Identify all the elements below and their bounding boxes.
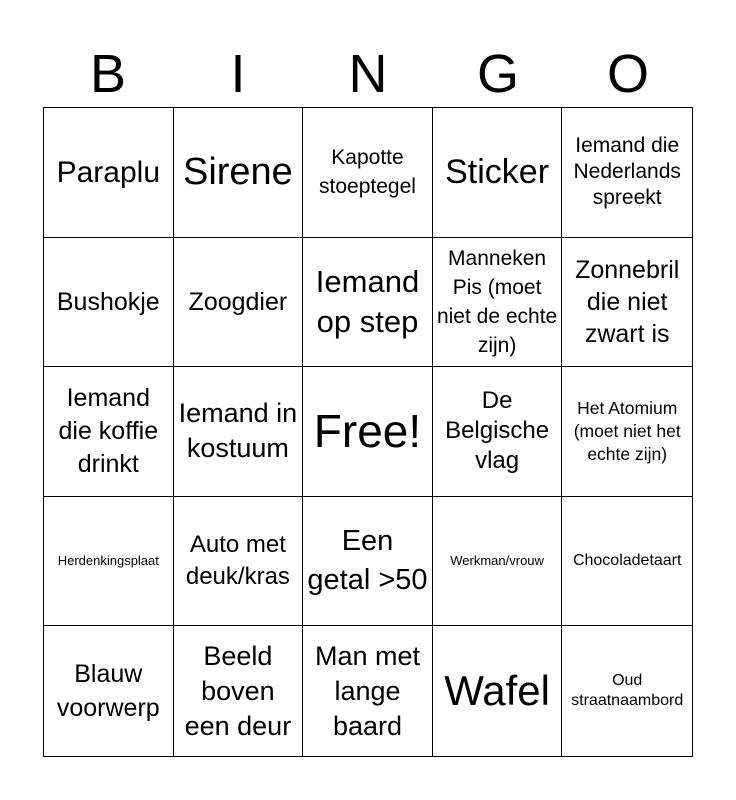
header-letter-g: G bbox=[476, 44, 519, 104]
cell-label: Chocoladetaart bbox=[572, 552, 682, 570]
bingo-header bbox=[43, 40, 693, 108]
cell-label: Kapotte stoeptegel bbox=[319, 146, 416, 199]
bingo-cell[interactable] bbox=[174, 626, 304, 756]
cell-label: Zonnebril die niet zwart is bbox=[575, 255, 680, 348]
cell-label: Iemand die Nederlands spreekt bbox=[573, 134, 681, 210]
bingo-cell[interactable] bbox=[562, 497, 692, 627]
bingo-cell[interactable] bbox=[303, 367, 433, 497]
bingo-cell[interactable] bbox=[174, 108, 304, 238]
cell-label: Man met lange baard bbox=[314, 640, 421, 741]
bingo-cell[interactable] bbox=[433, 367, 563, 497]
bingo-board bbox=[43, 107, 693, 757]
bingo-cell[interactable] bbox=[174, 238, 304, 368]
cell-label: Blauw voorwerp bbox=[56, 660, 160, 723]
bingo-cell[interactable] bbox=[433, 108, 563, 238]
header-letter-n: N bbox=[348, 44, 388, 104]
cell-label: Beeld boven een deur bbox=[184, 640, 292, 741]
cell-label: Iemand in kostuum bbox=[178, 398, 298, 464]
cell-label: Paraplu bbox=[56, 155, 160, 189]
cell-label: Sirene bbox=[182, 151, 293, 194]
bingo-cell[interactable] bbox=[433, 497, 563, 627]
bingo-cell[interactable] bbox=[433, 238, 563, 368]
cell-label: Iemand op step bbox=[315, 263, 420, 339]
cell-label: Wafel bbox=[444, 667, 550, 715]
bingo-cell[interactable] bbox=[303, 238, 433, 368]
bingo-cell[interactable] bbox=[562, 108, 692, 238]
cell-label: Iemand die koffie drinkt bbox=[58, 383, 159, 478]
bingo-cell[interactable] bbox=[174, 367, 304, 497]
cell-label: Werkman/vrouw bbox=[450, 553, 544, 569]
cell-label: Een getal >50 bbox=[307, 525, 428, 597]
header-letter-o: O bbox=[606, 44, 649, 104]
cell-label: De Belgische vlag bbox=[445, 387, 550, 475]
bingo-cell[interactable] bbox=[44, 367, 174, 497]
bingo-cell[interactable] bbox=[174, 497, 304, 627]
bingo-cell[interactable] bbox=[562, 238, 692, 368]
bingo-cell[interactable] bbox=[44, 238, 174, 368]
cell-label: Oud straatnaambord bbox=[571, 672, 684, 710]
cell-label: Bushokje bbox=[56, 287, 160, 316]
bingo-cell[interactable] bbox=[433, 626, 563, 756]
bingo-cell[interactable] bbox=[303, 626, 433, 756]
cell-label: Zoogdier bbox=[188, 287, 288, 316]
bingo-cell[interactable] bbox=[44, 497, 174, 627]
bingo-cell[interactable] bbox=[562, 367, 692, 497]
cell-label: Manneken Pis (moet niet de echte zijn) bbox=[436, 246, 558, 357]
bingo-cell[interactable] bbox=[303, 497, 433, 627]
cell-label: Auto met deuk/kras bbox=[185, 531, 290, 591]
cell-label: Sticker bbox=[445, 153, 550, 192]
cell-label: Herdenkingsplaat bbox=[57, 553, 159, 569]
cell-label: Het Atomium (moet niet het echte zijn) bbox=[573, 397, 681, 464]
bingo-cell[interactable] bbox=[44, 108, 174, 238]
bingo-cell[interactable] bbox=[303, 108, 433, 238]
cell-label: Free! bbox=[313, 405, 422, 458]
bingo-cell[interactable] bbox=[44, 626, 174, 756]
bingo-cell[interactable] bbox=[562, 626, 692, 756]
header-letter-b: B bbox=[89, 44, 127, 104]
header-letter-i: I bbox=[230, 44, 246, 104]
